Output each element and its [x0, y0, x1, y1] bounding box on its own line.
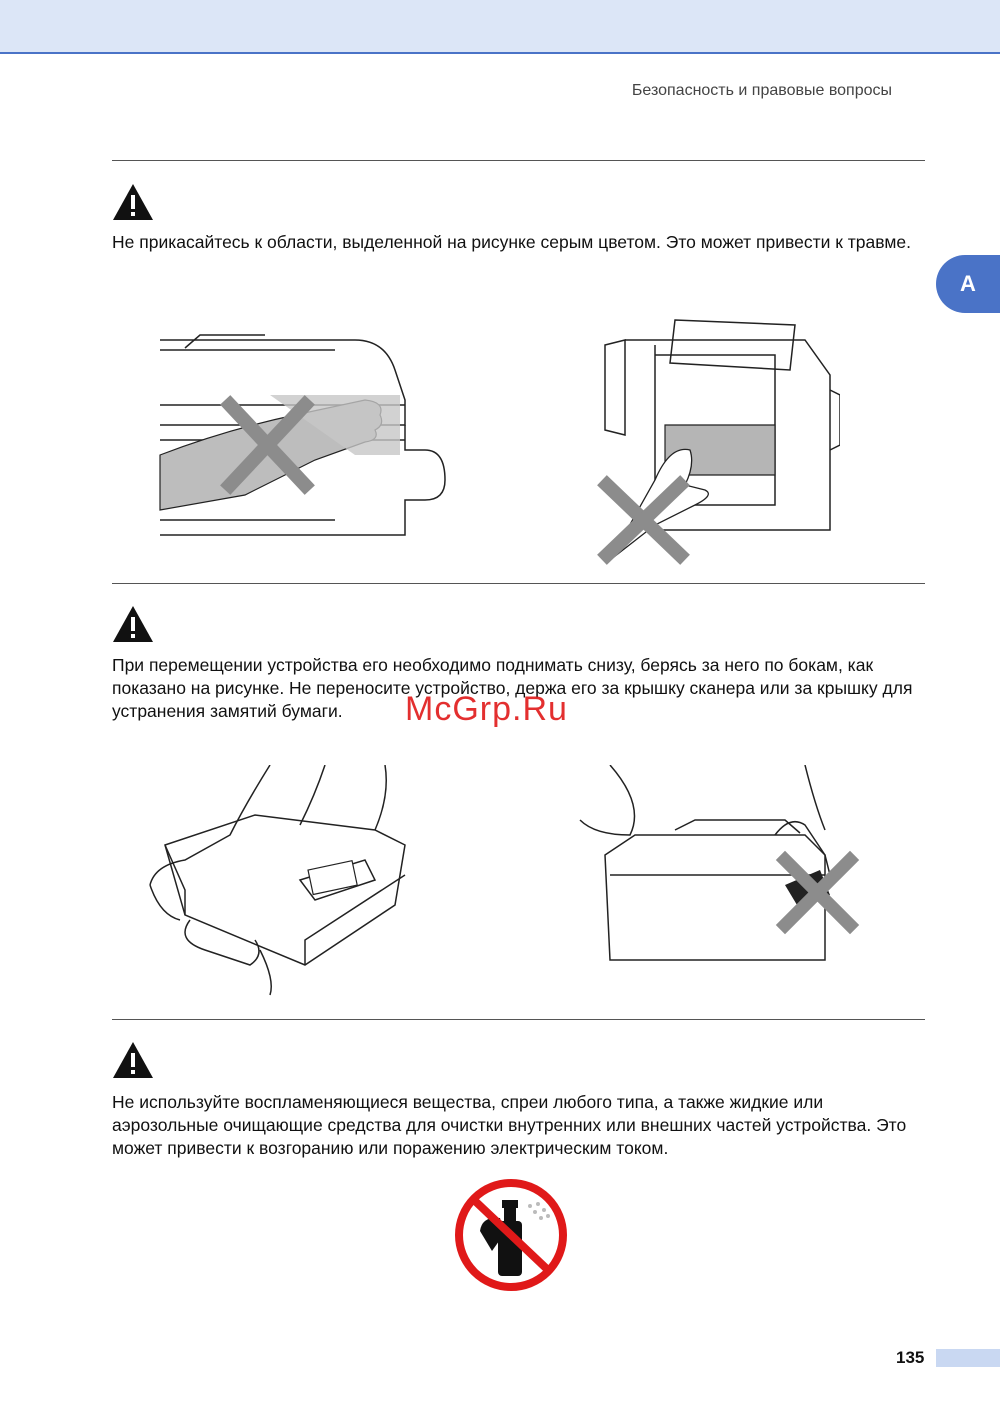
- printer-side-illustration: [155, 330, 455, 545]
- warning-icon: [112, 605, 154, 643]
- page-tab-bar: [936, 1349, 1000, 1367]
- warning-icon: [112, 183, 154, 221]
- no-spray-prohibition-icon: [452, 1176, 570, 1294]
- warning-text-2: При перемещении устройства его необходимо поднимать снизу, берясь за него по бокам, как показано на рисунке. Не переносите устройство, держа его за крышку сканера или за крышку для устранения замятий бумаги.: [112, 655, 913, 721]
- warning-text-3: Не используйте воспламеняющиеся вещества, спреи любого типа, а также жидкие или аэрозольные очищающие средства для очистки внутренних или внешних частей устройства. Это может привести к возгоранию или поражению электрическим током.: [112, 1092, 907, 1158]
- printer-lift-correct-illustration: [145, 765, 415, 1000]
- running-header: Безопасность и правовые вопросы: [631, 82, 892, 99]
- warning-text-1: Не прикасайтесь к области, выделенной на рисунке серым цветом. Это может привести к травме.: [112, 232, 911, 252]
- watermark: McGrp.Ru: [405, 690, 568, 728]
- top-banner: [0, 0, 1000, 54]
- warning-icon: [112, 1041, 154, 1079]
- chapter-tab: A: [936, 255, 1000, 313]
- printer-open-illustration: [595, 315, 840, 565]
- section-divider: [112, 583, 925, 584]
- printer-lift-wrong-illustration: [575, 765, 865, 965]
- section-divider: [112, 1019, 925, 1020]
- section-divider: [112, 160, 925, 161]
- page-number: 135: [896, 1348, 925, 1367]
